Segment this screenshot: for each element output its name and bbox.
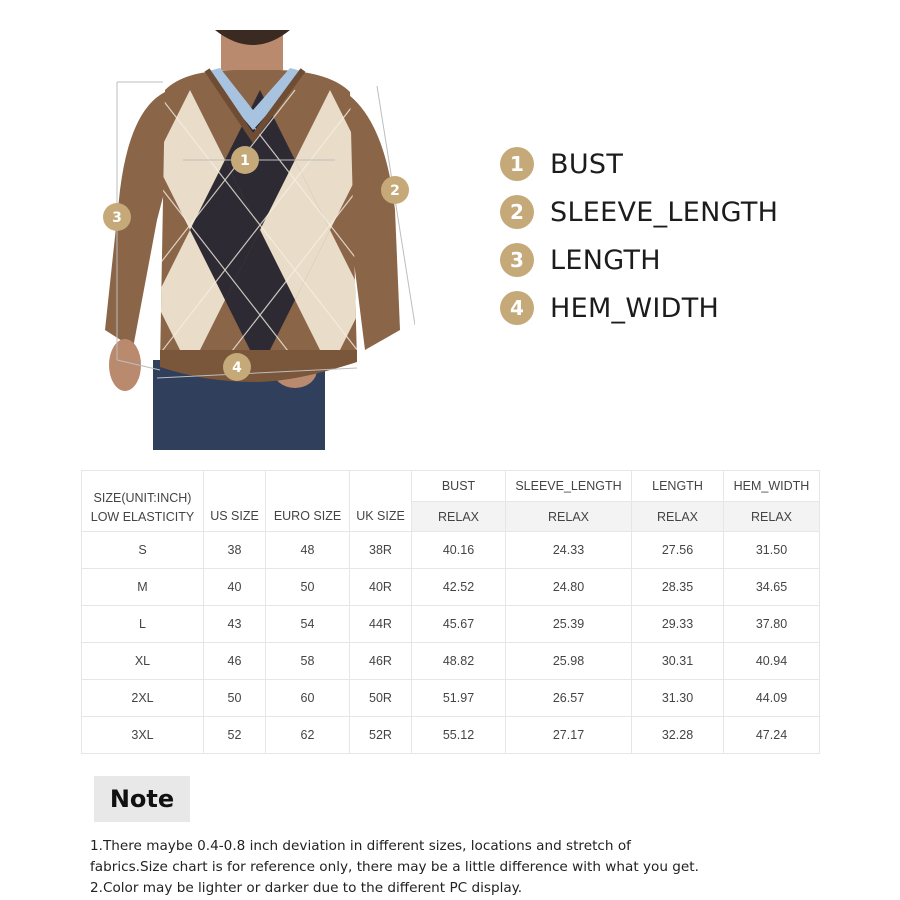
- marker-hem-width: [223, 353, 251, 381]
- cell-size: 2XL: [82, 680, 204, 717]
- header-relax: RELAX: [724, 502, 820, 532]
- cell-length: 32.28: [632, 717, 724, 754]
- cell-us-size: 40: [204, 569, 266, 606]
- marker-sleeve-length: [381, 176, 409, 204]
- cell-sleeve-length: 25.98: [506, 643, 632, 680]
- cell-hem-width: 34.65: [724, 569, 820, 606]
- cell-size: S: [82, 532, 204, 569]
- legend-item-length: [500, 236, 778, 284]
- table-row: [82, 569, 820, 606]
- table-row: [82, 606, 820, 643]
- cell-us-size: 43: [204, 606, 266, 643]
- svg-text:3: 3: [112, 210, 122, 226]
- cell-euro-size: 62: [266, 717, 350, 754]
- cell-uk-size: 52R: [350, 717, 412, 754]
- note-line: fabrics.Size chart is for reference only, there may be a little difference with what you get.: [90, 859, 699, 875]
- legend-item-hem-width: [500, 284, 778, 332]
- table-row: [82, 643, 820, 680]
- cell-us-size: 38: [204, 532, 266, 569]
- header-relax: RELAX: [412, 502, 506, 532]
- size-chart-table: [81, 470, 820, 754]
- cell-hem-width: 44.09: [724, 680, 820, 717]
- cell-size: XL: [82, 643, 204, 680]
- cell-length: 30.31: [632, 643, 724, 680]
- note-line: 2.Color may be lighter or darker due to the different PC display.: [90, 880, 523, 896]
- legend-label: LENGTH: [550, 244, 661, 276]
- cell-euro-size: 48: [266, 532, 350, 569]
- measurement-legend: [500, 140, 778, 332]
- cell-bust: 40.16: [412, 532, 506, 569]
- table-row: [82, 532, 820, 569]
- number-badge-icon: 3: [500, 243, 534, 277]
- header-length: LENGTH: [632, 471, 724, 502]
- number-badge-icon: 4: [500, 291, 534, 325]
- header-bust: BUST: [412, 471, 506, 502]
- note-line: 1.There maybe 0.4-0.8 inch deviation in different sizes, locations and stretch of: [90, 838, 631, 854]
- cell-size: 3XL: [82, 717, 204, 754]
- legend-label: SLEEVE_LENGTH: [550, 196, 779, 228]
- cell-euro-size: 58: [266, 643, 350, 680]
- header-size-label: SIZE(UNIT:INCH) LOW ELASTICITY: [82, 471, 204, 532]
- legend-item-sleeve-length: [500, 188, 778, 236]
- cell-uk-size: 38R: [350, 532, 412, 569]
- cell-euro-size: 60: [266, 680, 350, 717]
- cell-uk-size: 46R: [350, 643, 412, 680]
- cell-length: 29.33: [632, 606, 724, 643]
- cell-bust: 55.12: [412, 717, 506, 754]
- cell-length: 27.56: [632, 532, 724, 569]
- cell-us-size: 52: [204, 717, 266, 754]
- cell-bust: 42.52: [412, 569, 506, 606]
- note-heading-box: [94, 776, 190, 822]
- note-title: Note: [109, 785, 175, 813]
- header-relax: RELAX: [632, 502, 724, 532]
- cell-bust: 48.82: [412, 643, 506, 680]
- cell-sleeve-length: 27.17: [506, 717, 632, 754]
- note-text: [90, 836, 850, 899]
- cell-hem-width: 37.80: [724, 606, 820, 643]
- header-hem-width: HEM_WIDTH: [724, 471, 820, 502]
- cell-length: 28.35: [632, 569, 724, 606]
- cell-hem-width: 47.24: [724, 717, 820, 754]
- cell-length: 31.30: [632, 680, 724, 717]
- cell-bust: 45.67: [412, 606, 506, 643]
- svg-text:1: 1: [240, 153, 250, 169]
- cell-uk-size: 40R: [350, 569, 412, 606]
- marker-length: [103, 203, 131, 231]
- cell-size: M: [82, 569, 204, 606]
- cell-uk-size: 44R: [350, 606, 412, 643]
- header-relax: RELAX: [506, 502, 632, 532]
- legend-label: HEM_WIDTH: [550, 292, 720, 324]
- cell-us-size: 46: [204, 643, 266, 680]
- cell-bust: 51.97: [412, 680, 506, 717]
- number-badge-icon: 1: [500, 147, 534, 181]
- cell-sleeve-length: 24.80: [506, 569, 632, 606]
- svg-text:4: 4: [232, 360, 242, 376]
- cell-sleeve-length: 25.39: [506, 606, 632, 643]
- product-figure: [95, 30, 415, 450]
- number-badge-icon: 2: [500, 195, 534, 229]
- cell-us-size: 50: [204, 680, 266, 717]
- cell-sleeve-length: 26.57: [506, 680, 632, 717]
- cell-euro-size: 54: [266, 606, 350, 643]
- svg-text:2: 2: [390, 183, 400, 199]
- cell-hem-width: 31.50: [724, 532, 820, 569]
- legend-item-bust: [500, 140, 778, 188]
- cell-size: L: [82, 606, 204, 643]
- header-euro-size: EURO SIZE: [266, 471, 350, 532]
- header-sleeve-length: SLEEVE_LENGTH: [506, 471, 632, 502]
- cell-sleeve-length: 24.33: [506, 532, 632, 569]
- legend-label: BUST: [550, 148, 624, 180]
- cell-uk-size: 50R: [350, 680, 412, 717]
- header-us-size: US SIZE: [204, 471, 266, 532]
- table-row: [82, 680, 820, 717]
- cell-euro-size: 50: [266, 569, 350, 606]
- header-uk-size: UK SIZE: [350, 471, 412, 532]
- size-chart-body: [82, 532, 820, 754]
- marker-bust: [231, 146, 259, 174]
- cell-hem-width: 40.94: [724, 643, 820, 680]
- table-row: [82, 717, 820, 754]
